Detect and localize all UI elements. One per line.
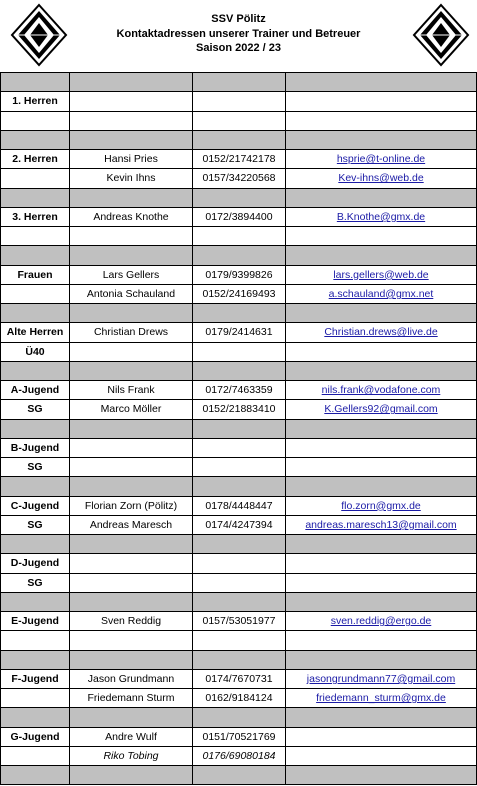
team-cell (1, 304, 70, 323)
email-cell (286, 419, 477, 438)
email-cell (286, 477, 477, 496)
coach-name-cell (70, 554, 193, 573)
coach-name-cell (70, 535, 193, 554)
team-cell (1, 689, 70, 708)
coach-name-cell: Andreas Knothe (70, 207, 193, 226)
season-label: Saison 2022 / 23 (196, 42, 281, 54)
phone-cell (193, 227, 286, 246)
table-row (1, 573, 477, 592)
team-cell: G-Jugend (1, 727, 70, 746)
team-cell (1, 284, 70, 303)
email-cell (286, 188, 477, 207)
coach-name-cell (70, 650, 193, 669)
coach-name-cell: Marco Möller (70, 400, 193, 419)
email-cell (286, 631, 477, 650)
team-cell (1, 708, 70, 727)
phone-cell (193, 246, 286, 265)
coach-name-cell (70, 419, 193, 438)
coach-name-cell (70, 246, 193, 265)
team-cell (1, 227, 70, 246)
team-cell (1, 419, 70, 438)
phone-cell: 0172/7463359 (193, 381, 286, 400)
coach-name-cell (70, 111, 193, 130)
coach-name-cell (70, 458, 193, 477)
email-cell (286, 438, 477, 457)
coach-name-cell: Sven Reddig (70, 612, 193, 631)
email-cell[interactable]: jasongrundmann77@gmail.com (286, 669, 477, 688)
title-block (70, 12, 407, 56)
phone-cell (193, 419, 286, 438)
team-cell: Frauen (1, 265, 70, 284)
coach-name-cell (70, 592, 193, 611)
email-cell[interactable]: Kev-ihns@web.de (286, 169, 477, 188)
separator-row (1, 592, 477, 611)
phone-cell (193, 592, 286, 611)
coach-name-cell: Florian Zorn (Pölitz) (70, 496, 193, 515)
team-cell: B-Jugend (1, 438, 70, 457)
coach-name-cell: Kevin Ihns (70, 169, 193, 188)
team-cell: A-Jugend (1, 381, 70, 400)
email-cell[interactable]: flo.zorn@gmx.de (286, 496, 477, 515)
phone-cell (193, 458, 286, 477)
document-header (0, 0, 477, 72)
table-row (1, 612, 477, 631)
coach-name-cell (70, 304, 193, 323)
coach-name-cell: Antonia Schauland (70, 284, 193, 303)
phone-cell: 0174/4247394 (193, 515, 286, 534)
team-cell (1, 361, 70, 380)
table-row (1, 381, 477, 400)
phone-cell: 0162/9184124 (193, 689, 286, 708)
team-cell: F-Jugend (1, 669, 70, 688)
team-cell: SG (1, 400, 70, 419)
team-cell: D-Jugend (1, 554, 70, 573)
phone-cell (193, 554, 286, 573)
coach-name-cell (70, 766, 193, 785)
coach-name-cell (70, 573, 193, 592)
phone-cell: 0179/9399826 (193, 265, 286, 284)
email-cell[interactable]: friedemann_sturm@gmx.de (286, 689, 477, 708)
table-row (1, 400, 477, 419)
team-cell (1, 188, 70, 207)
email-cell (286, 361, 477, 380)
separator-row (1, 650, 477, 669)
email-cell (286, 650, 477, 669)
team-cell (1, 766, 70, 785)
team-cell: 3. Herren (1, 207, 70, 226)
team-cell (1, 650, 70, 669)
email-cell[interactable]: nils.frank@vodafone.com (286, 381, 477, 400)
document-subtitle: Kontaktadressen unserer Trainer und Betreuer (116, 27, 361, 40)
table-row (1, 631, 477, 650)
phone-cell (193, 708, 286, 727)
email-cell (286, 554, 477, 573)
club-logo-left (10, 3, 68, 67)
separator-row (1, 419, 477, 438)
separator-row (1, 246, 477, 265)
coach-name-cell: Christian Drews (70, 323, 193, 342)
team-cell (1, 592, 70, 611)
coach-name-cell (70, 188, 193, 207)
email-cell[interactable]: K.Gellers92@gmail.com (286, 400, 477, 419)
phone-cell (193, 92, 286, 111)
team-cell (1, 169, 70, 188)
phone-cell (193, 188, 286, 207)
club-name: SSV Pölitz (211, 13, 266, 25)
separator-row (1, 304, 477, 323)
table-row (1, 554, 477, 573)
team-cell: Ü40 (1, 342, 70, 361)
email-cell (286, 92, 477, 111)
team-cell: 1. Herren (1, 92, 70, 111)
phone-cell: 0151/70521769 (193, 727, 286, 746)
table-row (1, 438, 477, 457)
coach-name-cell: Jason Grundmann (70, 669, 193, 688)
phone-cell (193, 573, 286, 592)
email-cell (286, 227, 477, 246)
coach-name-cell: Andreas Maresch (70, 515, 193, 534)
email-cell (286, 592, 477, 611)
table-row (1, 227, 477, 246)
phone-cell (193, 650, 286, 669)
separator-row (1, 477, 477, 496)
coach-name-cell: Andre Wulf (70, 727, 193, 746)
phone-cell (193, 73, 286, 92)
phone-cell (193, 111, 286, 130)
table-row (1, 496, 477, 515)
email-cell (286, 708, 477, 727)
phone-cell (193, 342, 286, 361)
coach-name-cell: Nils Frank (70, 381, 193, 400)
team-cell (1, 73, 70, 92)
coach-name-cell (70, 361, 193, 380)
phone-cell: 0152/21742178 (193, 150, 286, 169)
team-cell (1, 535, 70, 554)
email-cell[interactable]: andreas.maresch13@gmail.com (286, 515, 477, 534)
separator-row (1, 535, 477, 554)
email-cell (286, 573, 477, 592)
email-cell[interactable]: hsprie@t-online.de (286, 150, 477, 169)
email-cell (286, 111, 477, 130)
team-cell (1, 111, 70, 130)
team-cell (1, 746, 70, 765)
coach-name-cell (70, 708, 193, 727)
team-cell (1, 130, 70, 149)
table-row (1, 515, 477, 534)
table-row (1, 265, 477, 284)
separator-row (1, 766, 477, 785)
table-row (1, 111, 477, 130)
team-cell: E-Jugend (1, 612, 70, 631)
table-row (1, 342, 477, 361)
coach-name-cell: Hansi Pries (70, 150, 193, 169)
team-cell: SG (1, 458, 70, 477)
email-cell[interactable]: B.Knothe@gmx.de (286, 207, 477, 226)
table-row (1, 458, 477, 477)
phone-cell: 0157/53051977 (193, 612, 286, 631)
separator-row (1, 73, 477, 92)
phone-cell: 0178/4448447 (193, 496, 286, 515)
coach-name-cell (70, 477, 193, 496)
email-cell[interactable]: a.schauland@gmx.net (286, 284, 477, 303)
table-row (1, 689, 477, 708)
separator-row (1, 361, 477, 380)
team-cell: 2. Herren (1, 150, 70, 169)
coach-name-cell: Friedemann Sturm (70, 689, 193, 708)
email-cell[interactable]: lars.gellers@web.de (286, 265, 477, 284)
email-cell[interactable]: sven.reddig@ergo.de (286, 612, 477, 631)
team-cell (1, 246, 70, 265)
email-cell (286, 458, 477, 477)
separator-row (1, 188, 477, 207)
coach-name-cell (70, 631, 193, 650)
table-row (1, 727, 477, 746)
phone-cell (193, 477, 286, 496)
coach-name-cell (70, 130, 193, 149)
phone-cell (193, 130, 286, 149)
email-cell (286, 73, 477, 92)
email-cell (286, 746, 477, 765)
team-cell: C-Jugend (1, 496, 70, 515)
email-cell[interactable]: Christian.drews@live.de (286, 323, 477, 342)
phone-cell: 0152/24169493 (193, 284, 286, 303)
coach-name-cell (70, 342, 193, 361)
contact-table-body (1, 73, 477, 785)
table-row (1, 669, 477, 688)
email-cell (286, 130, 477, 149)
phone-cell: 0172/3894400 (193, 207, 286, 226)
phone-cell: 0157/34220568 (193, 169, 286, 188)
phone-cell (193, 304, 286, 323)
phone-cell (193, 438, 286, 457)
phone-cell (193, 631, 286, 650)
contact-table (0, 72, 477, 785)
phone-cell: 0152/21883410 (193, 400, 286, 419)
table-row (1, 207, 477, 226)
email-cell (286, 535, 477, 554)
table-row (1, 169, 477, 188)
phone-cell: 0179/2414631 (193, 323, 286, 342)
table-row (1, 92, 477, 111)
separator-row (1, 708, 477, 727)
coach-name-cell: Lars Gellers (70, 265, 193, 284)
email-cell (286, 246, 477, 265)
coach-name-cell (70, 92, 193, 111)
phone-cell (193, 766, 286, 785)
club-logo-right (412, 3, 470, 67)
separator-row (1, 130, 477, 149)
coach-name-cell (70, 227, 193, 246)
coach-name-cell: Riko Tobing (70, 746, 193, 765)
table-row (1, 323, 477, 342)
table-row (1, 746, 477, 765)
table-row (1, 284, 477, 303)
phone-cell (193, 535, 286, 554)
email-cell (286, 727, 477, 746)
phone-cell: 0176/69080184 (193, 746, 286, 765)
email-cell (286, 304, 477, 323)
team-cell (1, 631, 70, 650)
table-row (1, 150, 477, 169)
phone-cell: 0174/7670731 (193, 669, 286, 688)
phone-cell (193, 361, 286, 380)
coach-name-cell (70, 73, 193, 92)
team-cell: Alte Herren (1, 323, 70, 342)
team-cell: SG (1, 515, 70, 534)
team-cell: SG (1, 573, 70, 592)
email-cell (286, 342, 477, 361)
team-cell (1, 477, 70, 496)
email-cell (286, 766, 477, 785)
coach-name-cell (70, 438, 193, 457)
